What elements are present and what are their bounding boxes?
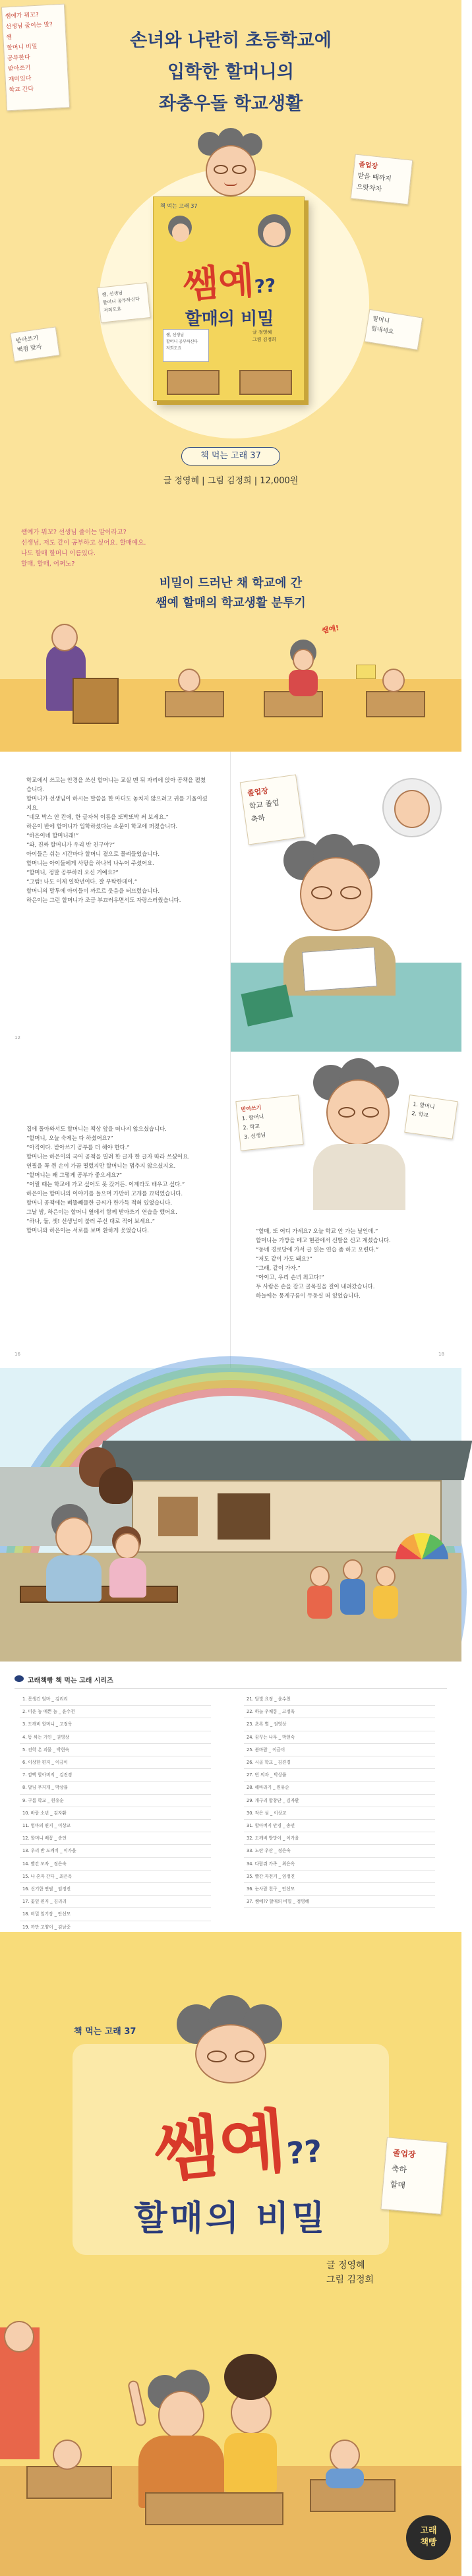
series-item[interactable]: 9. 구름 학교 _ 원유순 — [20, 1795, 211, 1807]
series-item[interactable]: 18. 비밀 일기장 _ 안선모 — [20, 1908, 211, 1921]
paragraph: “그럼! 나도 이제 일학년이다. 잘 부탁한데이.” — [26, 878, 138, 885]
sign-line: 졸업장 — [392, 2148, 417, 2160]
note-line: 할머니 비밀 — [6, 43, 38, 52]
credits-line: 글 정영혜 | 그림 김정희 | 12,000원 — [163, 476, 299, 486]
card-line: 2. 학교 — [411, 1110, 429, 1119]
paragraph: 두 사람은 손을 잡고 골목길을 걸어 내려갔습니다. — [256, 1283, 375, 1290]
dictation-card-2 — [404, 1094, 457, 1139]
village-illustration — [0, 1368, 461, 1662]
note-line: 힘내세요 — [370, 325, 394, 336]
paragraph: 할머니 공책에는 삐뚤빼뚤한 글씨가 한가득 적혀 있었습니다. — [26, 1199, 172, 1206]
hero-section — [0, 0, 461, 752]
series-item[interactable]: 7. 깜빡 할아버지 _ 김진경 — [20, 1769, 211, 1782]
paragraph: 하은이는 그런 할머니가 조금 부끄러우면서도 자랑스러웠습니다. — [26, 897, 181, 903]
series-item[interactable]: 5. 전학 온 괴물 _ 박현숙 — [20, 1744, 211, 1756]
classroom-scene-illustration — [0, 623, 461, 752]
series-item[interactable]: 34. 다람쥐 가족 _ 최은옥 — [244, 1858, 435, 1871]
page-number-right: 18 — [438, 1352, 444, 1357]
spread2-left-text — [26, 1124, 208, 1235]
paragraph: 할머니가 선생님이 하시는 말씀을 한 마디도 놓치지 않으려고 귀를 기울이셨지요. — [26, 795, 208, 811]
handwritten-note-small-right — [365, 309, 423, 350]
series-item[interactable]: 22. 하늘 우체통 _ 고정욱 — [244, 1706, 435, 1718]
page-number-left: 16 — [15, 1352, 20, 1357]
series-item[interactable]: 19. 까만 고양이 _ 김남중 — [20, 1921, 211, 1934]
series-item[interactable]: 32. 도깨비 방망이 _ 이가을 — [244, 1832, 435, 1845]
note-line: 할머니 — [372, 315, 390, 325]
series-item[interactable]: 16. 신기한 연필 _ 임정진 — [20, 1883, 211, 1896]
paragraph: 할머니의 말투에 아이들이 까르르 웃음을 터뜨렸습니다. — [26, 887, 160, 894]
paragraph: 집에 돌아와서도 할머니는 책상 앞을 떠나지 않으셨습니다. — [26, 1125, 167, 1132]
speech-line: 쌤, 선생님 — [166, 333, 184, 338]
series-item[interactable]: 4. 똥 싸는 거인 _ 권영상 — [20, 1731, 211, 1744]
card-line: 2. 학교 — [243, 1123, 260, 1131]
series-item[interactable]: 33. 노란 우산 _ 정은숙 — [244, 1845, 435, 1857]
headline-line-3: 좌충우돌 학교생활 — [158, 94, 303, 114]
publisher-logo[interactable] — [406, 2515, 451, 2560]
cover-classroom-illustration — [0, 2327, 461, 2576]
note-line: 학교 간다 — [9, 86, 34, 94]
series-item[interactable]: 14. 빨간 모자 _ 정은숙 — [20, 1858, 211, 1871]
series-item[interactable]: 36. 눈사람 친구 _ 안선모 — [244, 1883, 435, 1896]
page-number: 12 — [15, 1035, 20, 1040]
series-item[interactable]: 6. 이상한 편지 _ 이금이 — [20, 1756, 211, 1769]
series-label-badge: 책 먹는 고래 37 — [181, 447, 280, 465]
series-item[interactable]: 13. 우리 반 도깨비 _ 이가을 — [20, 1845, 211, 1857]
series-item[interactable]: 10. 바람 소년 _ 김자환 — [20, 1807, 211, 1820]
series-list-left — [20, 1693, 211, 1946]
card-line: 3. 선생님 — [243, 1131, 266, 1141]
paragraph: 하늘에는 뭉게구름이 두둥실 떠 있었습니다. — [256, 1292, 361, 1299]
note-line: 쌤, 선생님 — [102, 290, 123, 298]
note-line: 받아쓰기 — [7, 65, 31, 73]
note-line: 으랏차차 — [356, 183, 382, 194]
paragraph: 하은이는 할머니의 이야기를 들으며 가만히 고개를 끄덕였습니다. — [26, 1190, 183, 1197]
paragraph: “하은이네 할머니래!” — [26, 832, 79, 839]
sign-line: 할매 — [390, 2179, 406, 2190]
reader-note-line: 선생님, 저도 같이 공부하고 싶어요. 할매예요. — [21, 539, 146, 547]
note-line: 쌤예가 뭐꼬? — [5, 11, 40, 20]
series-item[interactable]: 21. 달빛 요정 _ 윤수천 — [244, 1693, 435, 1706]
reader-note-line: 할매, 할매, 어쩌노? — [21, 560, 75, 568]
paragraph: “아이고, 우리 손녀 최고다!” — [256, 1274, 324, 1280]
paragraph: 그날 밤, 하은이는 할머니 옆에서 함께 받아쓰기 연습을 했어요. — [26, 1209, 177, 1215]
series-item[interactable]: 24. 꿈꾸는 나무 _ 박현숙 — [244, 1731, 435, 1744]
book-series-tag: 책 먹는 고래 37 — [160, 203, 198, 209]
note-line: 졸업장 — [358, 161, 378, 171]
diploma-card — [240, 774, 305, 845]
book-cover-characters — [159, 212, 300, 262]
spread2-illustration — [234, 1052, 461, 1223]
series-item[interactable]: 37. 쌤예?? 할매의 비밀 _ 정영혜 — [244, 1896, 435, 1908]
note-line: 선생님 줄이는 말? — [5, 21, 53, 31]
card-line: 축하 — [250, 813, 266, 824]
card-line: 받아쓰기 — [241, 1104, 262, 1113]
spread1-illustration — [231, 752, 461, 1052]
paragraph: “동네 경로당에 가서 글 읽는 연습 좀 하고 오련다.” — [256, 1246, 379, 1253]
paragraph: 학교에서 쓰고는 안경을 쓰신 할머니는 교실 맨 뒤 자리에 앉아 공책을 펼쳤습니다. — [26, 777, 206, 793]
book-speech-card — [163, 329, 209, 362]
sign-line: 축하 — [391, 2164, 407, 2174]
paragraph: “아직이다. 받아쓰기 공부를 더 해야 한다.” — [26, 1144, 130, 1151]
book-title-sub: 할매의 비밀 — [185, 309, 274, 329]
whale-icon — [15, 1675, 24, 1682]
note-line: 받아쓰기 — [15, 335, 40, 345]
paragraph: 할머니와 하은이는 서로를 보며 환하게 웃었습니다. — [26, 1227, 149, 1234]
card-line: 1. 할머니 — [241, 1113, 264, 1122]
cover-title-mark: ?? — [285, 2132, 324, 2172]
book-cover-image[interactable] — [153, 196, 305, 401]
series-item[interactable]: 30. 작은 섬 _ 이상교 — [244, 1807, 435, 1820]
note-line: 재미있다 — [8, 75, 32, 84]
paragraph: “그래, 같이 가자.” — [256, 1265, 301, 1271]
cover-title-sub: 할매의 비밀 — [134, 2199, 328, 2238]
reader-note-line: 나도 할매 할머니 이름있다. — [21, 550, 96, 557]
tagline — [0, 574, 461, 613]
logo-line: 고래 — [420, 2526, 437, 2536]
handwritten-note-right — [351, 154, 413, 205]
series-item[interactable]: 27. 빈 의자 _ 박상률 — [244, 1769, 435, 1782]
tagline-line-1: 비밀이 드러난 채 학교에 간 — [159, 576, 303, 590]
paragraph: “할머니, 오늘 숙제는 다 하셨어요?” — [26, 1135, 113, 1141]
paragraph: “할머니는 왜 그렇게 공부가 좋으세요?” — [26, 1172, 123, 1178]
reader-note — [21, 527, 245, 570]
series-heading — [15, 1675, 113, 1685]
series-item[interactable]: 12. 할머니 배꼽 _ 송언 — [20, 1832, 211, 1845]
paragraph: “할머니, 정말 공부하러 오신 거예요?” — [26, 869, 119, 876]
book-spread-1 — [0, 752, 461, 1052]
series-item[interactable]: 17. 꽃잎 편지 _ 김리리 — [20, 1896, 211, 1908]
reader-note-line: 쌤예가 뭐꼬? 선생님 줄이는 말이라고? — [21, 529, 127, 536]
series-list-section — [0, 1662, 461, 1932]
title-text: 쌤예 — [181, 259, 256, 307]
note-line: 공부한다 — [7, 54, 31, 63]
dictation-card — [235, 1094, 303, 1151]
paragraph: “저도 같이 가도 돼요?” — [256, 1255, 312, 1262]
tagline-line-2: 쌤예 할매의 학교생활 분투기 — [156, 596, 306, 610]
series-item[interactable]: 26. 시골 학교 _ 김진경 — [244, 1756, 435, 1769]
exclaim-text: 쌤예! — [321, 623, 340, 636]
card-line: 1. 할머니 — [412, 1101, 436, 1110]
speech-line: 저희도요 — [166, 346, 182, 351]
cover-series-tag: 책 먹는 고래 37 — [74, 2027, 136, 2037]
cover-author: 글 정영혜 — [326, 2260, 365, 2271]
series-list-right — [244, 1693, 435, 1908]
handwritten-note-left — [1, 4, 70, 111]
note-line: 할머니 공부하신다 — [102, 296, 140, 306]
paragraph: “하나, 둘, 셋! 선생님이 불러 주신 대로 적어 보세요.” — [26, 1218, 155, 1224]
series-item[interactable]: 1. 못생긴 엄마 _ 김리리 — [20, 1693, 211, 1706]
author-line: 글 정영혜 — [252, 330, 272, 335]
paragraph: “어릴 때는 학교에 가고 싶어도 못 갔거든. 이제라도 배우고 싶다.” — [26, 1181, 185, 1187]
book-spread-2 — [0, 1052, 461, 1368]
cover-illustrator: 그림 김정희 — [326, 2275, 374, 2285]
paragraph: 연필을 꼭 쥔 손이 가끔 떨렸지만 할머니는 멈추지 않으셨지요. — [26, 1162, 176, 1169]
spread1-text — [26, 775, 211, 905]
speech-line: 할머니 공부하신다 — [166, 340, 198, 344]
cover-grandma-face — [195, 2024, 266, 2083]
series-item[interactable]: 8. 달님 무지개 _ 박상률 — [20, 1782, 211, 1794]
headline-line-2: 입학한 할머니의 — [167, 62, 294, 82]
series-item[interactable]: 25. 봄바람 _ 이금이 — [244, 1744, 435, 1756]
handwritten-note-small-left — [10, 326, 59, 361]
series-item[interactable]: 29. 개구리 합창단 _ 김자환 — [244, 1795, 435, 1807]
handwritten-note-mid — [97, 282, 150, 323]
title-mark: ?? — [253, 274, 277, 298]
series-item[interactable]: 3. 도깨비 할머니 _ 고정욱 — [20, 1718, 211, 1731]
paragraph: 할머니는 아이들에게 사탕을 하나씩 나누어 주셨어요. — [26, 860, 154, 866]
spread2-right-text — [256, 1226, 434, 1300]
cover-section — [0, 1932, 461, 2576]
logo-line: 책빵 — [420, 2538, 437, 2548]
series-item[interactable]: 2. 미운 놈 예쁜 놈 _ 윤수천 — [20, 1706, 211, 1718]
paragraph: “할매, 또 어디 가세요? 오늘 학교 안 가는 날인데.” — [256, 1228, 378, 1234]
note-line: 쌤 — [6, 34, 13, 42]
card-line: 학교 졸업 — [249, 798, 280, 811]
paragraph: “네모 박스 안 칸에, 한 글자씩 이름을 또박또박 써 보세요.” — [26, 814, 169, 820]
paragraph: 아이들은 쉬는 시간마다 할머니 곁으로 몰려들었습니다. — [26, 851, 160, 857]
paragraph: 하은이 반에 할머니가 입학하셨다는 소문이 학교에 퍼졌습니다. — [26, 823, 177, 829]
series-heading-text: 고래책빵 책 먹는 고래 시리즈 — [28, 1677, 113, 1685]
series-item[interactable]: 23. 초록 별 _ 권영상 — [244, 1718, 435, 1731]
series-item[interactable]: 31. 할아버지 안경 _ 송언 — [244, 1820, 435, 1832]
card-line: 졸업장 — [247, 786, 269, 798]
author-line: 그림 김정희 — [252, 337, 277, 342]
paragraph: 할머니는 가방을 메고 현관에서 신발을 신고 계셨습니다. — [256, 1237, 391, 1243]
paragraph: 할머니는 하은이의 국어 공책을 빌려 한 글자 한 글자 따라 쓰셨어요. — [26, 1153, 190, 1160]
series-item[interactable]: 11. 엄마의 편지 _ 이상교 — [20, 1820, 211, 1832]
note-line: 받을 때까지 — [357, 172, 392, 183]
headline-line-1: 손녀와 나란히 초등학교에 — [130, 30, 332, 51]
series-item[interactable]: 28. 해바라기 _ 원유순 — [244, 1782, 435, 1794]
series-item[interactable]: 35. 빨간 자전거 _ 임정진 — [244, 1871, 435, 1883]
series-item[interactable]: 15. 나 혼자 간다 _ 최은옥 — [20, 1871, 211, 1883]
cover-title-main: 쌤예 — [150, 2100, 289, 2192]
note-line: 백점 맞자 — [16, 344, 43, 354]
cover-credits — [326, 2258, 374, 2287]
cover-sign — [380, 2137, 447, 2215]
book-authors — [252, 329, 276, 344]
note-line: 저희도요 — [103, 306, 122, 314]
paragraph: “와, 진짜 할머니가 우리 반 친구야?” — [26, 841, 115, 848]
